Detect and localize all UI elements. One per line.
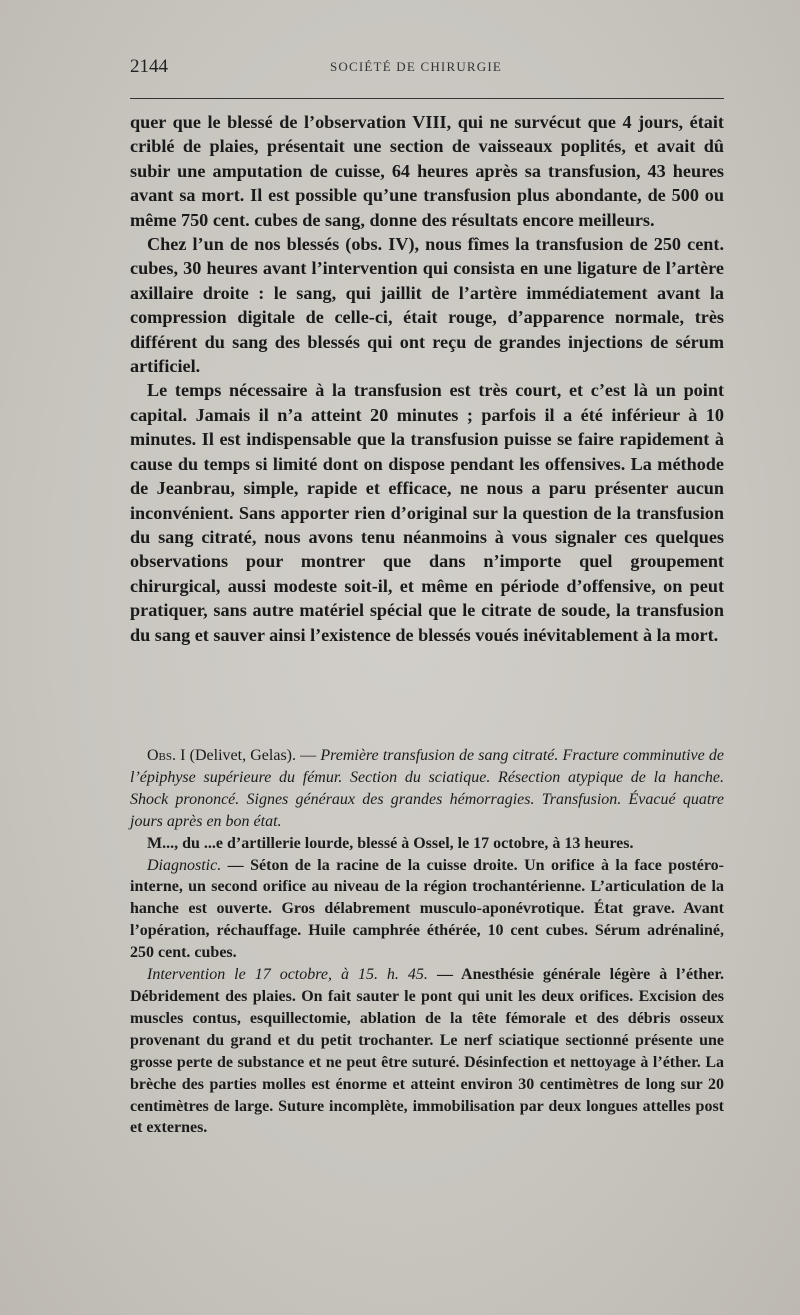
diagnostic-paragraph	[130, 855, 724, 965]
page-header	[130, 56, 724, 80]
diagnostic-text: — Séton de la racine de la cuisse droite. Un orifice à la face postéro-interne, un second orifice au niveau de la région trochantérienne. L’articulation de la hanche est ouverte. Gros délabrement musculo-aponévrotique. État grave. Avant l’opération, réchauffage. Huile camphrée éthérée, 10 cent cubes. Sérum adrénaliné, 250 cent. cubes.	[130, 856, 725, 962]
header-rule	[130, 98, 724, 99]
paragraph-3: Le temps nécessaire à la transfusion est très court, et c’est là un point capital. Jamais il n’a atteint 20 minutes ; parfois il a été inférieur à 10 minutes. Il est indispensable que la transfusion puisse se faire rapidement à cause du temps si limité dont on dispose pendant les offensives. La méthode de Jeanbrau, simple, rapide et efficace, ne nous a paru présenter aucun inconvénient. Sans apporter rien d’original sur la question de la transfusion du sang citraté, nous avons tenu néanmoins à vous signaler ces quelques observations pour montrer que dans n’importe quel groupement chirurgical, aussi modeste soit-il, et même en période d’offensive, on peut pratiquer, sans autre matériel spécial que le citrate de soude, la transfusion du sang et sauver ainsi l’existence de blessés voués inévitablement à la mort.	[130, 380, 724, 645]
intervention-label: Intervention le 17 octobre, à 15. h. 45.	[147, 966, 428, 984]
observation-block	[130, 745, 724, 1139]
observation-heading	[130, 745, 724, 833]
intervention-paragraph	[130, 964, 724, 1139]
observation-title: Première transfusion de sang citraté. Fracture comminutive de l’épiphyse supérieure du fémur. Section du sciatique. Résection atypique de la hanche. Shock prononcé. Signes généraux des grandes hémorragies. Transfusion. Évacué quatre jours après en bon état.	[130, 747, 724, 830]
diagnostic-label: Diagnostic.	[147, 856, 222, 874]
running-title: SOCIÉTÉ DE CHIRURGIE	[330, 59, 503, 74]
paragraph-2: Chez l’un de nos blessés (obs. IV), nous fîmes la transfusion de 250 cent. cubes, 30 heures avant l’intervention qui consista en une ligature de l’artère axillaire droite : le sang, qui jaillit de l’artère immédiatement avant la compression digitale de celle-ci, était rouge, d’apparence normale, très différent du sang des blessés qui ont reçu de grandes injections de sérum artificiel.	[130, 234, 724, 377]
patient-line: M..., du ...e d’artillerie lourde, blessé à Ossel, le 17 octobre, à 13 heures.	[147, 834, 634, 852]
main-text	[130, 110, 724, 647]
intervention-text: — Anesthésie générale légère à l’éther. Débridement des plaies. On fait sauter le pont qui unit les deux orifices. Excision des muscles contus, esquillectomie, ablation de la tête fémorale et des débris osseux provenant du grand et du petit trochanter. Le nerf sciatique sectionné présente une grosse perte de substance et ne peut être suturé. Désinfection et nettoyage à l’éther. La brèche des parties molles est énorme et atteint environ 30 centimètres de long sur 20 centimètres de large. Suture incomplète, immobilisation par deux longues attelles post et externes.	[130, 966, 725, 1137]
paragraph-1: quer que le blessé de l’observation VIII, qui ne survécut que 4 jours, était criblé de plaies, présentait une section de vaisseaux poplités, et avait dû subir une amputation de cuisse, 64 heures après sa transfusion, 43 heures avant sa mort. Il est possible qu’une transfusion plus abondante, de 500 ou même 750 cent. cubes de sang, donne des résultats encore meilleurs.	[130, 112, 724, 230]
page-number: 2144	[130, 56, 168, 77]
observation-label: Obs. I	[147, 747, 186, 764]
observation-authors: (Delivet, Gelas). —	[189, 747, 317, 764]
